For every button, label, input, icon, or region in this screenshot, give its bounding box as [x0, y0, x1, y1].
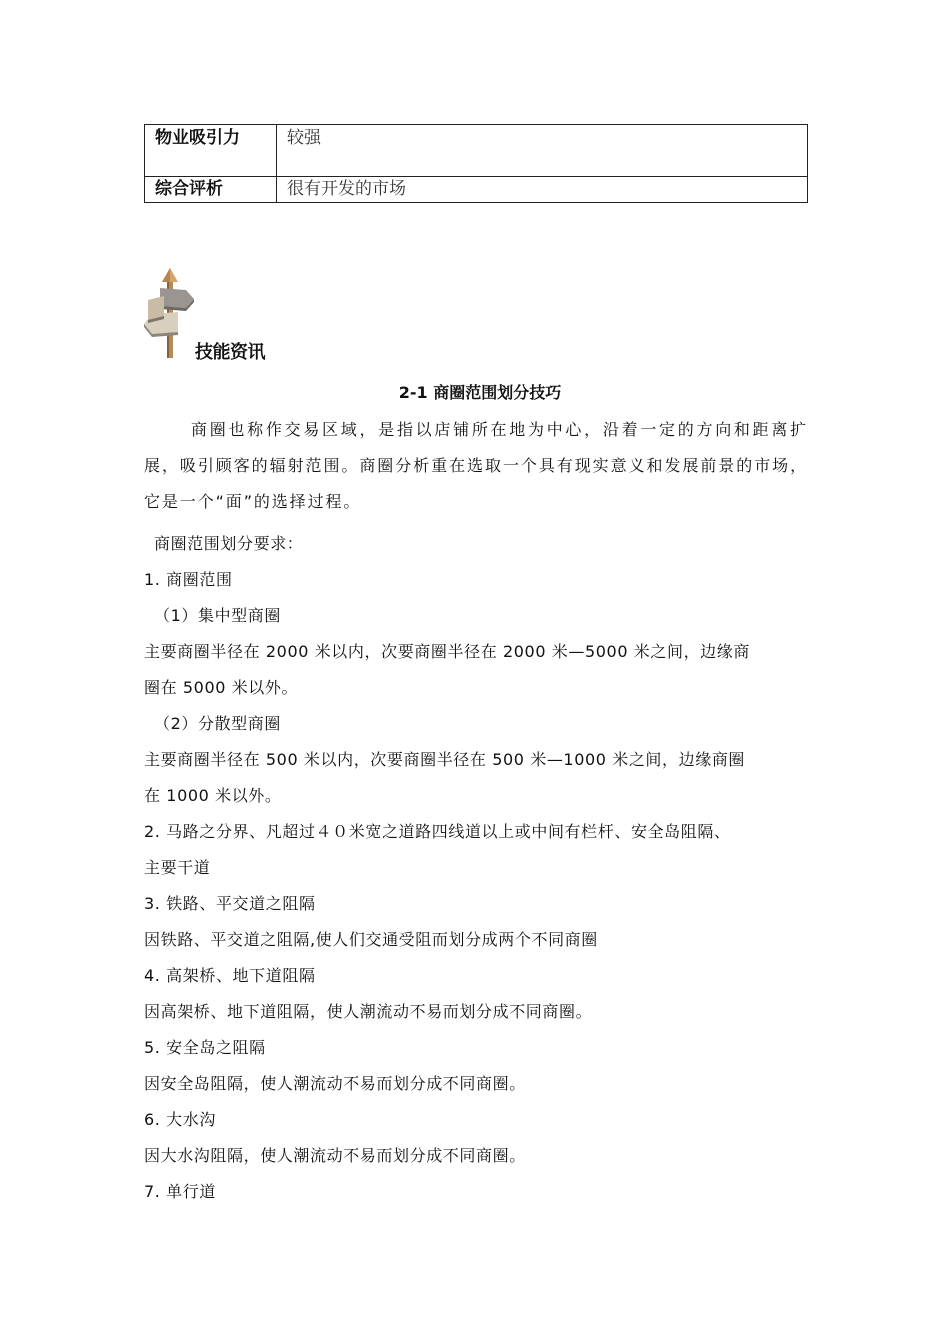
body-line: 因铁路、平交道之阻隔,使人们交通受阻而划分成两个不同商圈: [144, 930, 598, 949]
table-row: [145, 177, 808, 203]
body-line: 因安全岛阻隔，使人潮流动不易而划分成不同商圈。: [144, 1074, 526, 1093]
body-line: 2. 马路之分界、凡超过４０米宽之道路四线道以上或中间有栏杆、安全岛阻隔、: [144, 822, 731, 841]
body-line: 3. 铁路、平交道之阻隔: [144, 894, 316, 913]
body-line: 因大水沟阻隔，使人潮流动不易而划分成不同商圈。: [144, 1146, 526, 1165]
body-line: 在 1000 米以外。: [144, 786, 282, 805]
section-title: 技能资讯: [195, 342, 265, 363]
body-line: 因高架桥、地下道阻隔，使人潮流动不易而划分成不同商圈。: [144, 1002, 593, 1021]
body-line: 5. 安全岛之阻隔: [144, 1038, 266, 1057]
table-row: [145, 125, 808, 177]
evaluation-table: [144, 124, 808, 203]
body-line: 7. 单行道: [144, 1182, 216, 1201]
article-title: 2-1 商圈范围划分技巧: [398, 383, 562, 402]
body-line: 1. 商圈范围: [144, 570, 233, 589]
table-value-cell: 较强: [277, 125, 808, 177]
intro-paragraph: 商圈也称作交易区域，是指以店铺所在地为中心，沿着一定的方向和距离扩展，吸引顾客的辐射范围。商圈分析重在选取一个具有现实意义和发展前景的市场，它是一个“面”的选择过程。: [144, 420, 808, 511]
article-body: [144, 526, 808, 1210]
body-line: （1）集中型商圈: [154, 606, 281, 625]
table-key-cell: 综合评析: [145, 177, 277, 203]
signpost-arrow-icon: [140, 266, 196, 360]
body-line: 主要商圈半径在 2000 米以内，次要商圈半径在 2000 米—5000 米之间，边缘商: [144, 642, 750, 661]
body-line: 6. 大水沟: [144, 1110, 216, 1129]
body-line: （2）分散型商圈: [154, 714, 281, 733]
body-line: 主要干道: [144, 858, 211, 877]
body-line: 圈在 5000 米以外。: [144, 678, 299, 697]
body-line: 商圈范围划分要求：: [154, 534, 304, 553]
body-line: 4. 高架桥、地下道阻隔: [144, 966, 316, 985]
table-value-cell: 很有开发的市场: [277, 177, 808, 203]
body-line: 主要商圈半径在 500 米以内，次要商圈半径在 500 米—1000 米之间，边缘商圈: [144, 750, 746, 769]
table-key-cell: 物业吸引力: [145, 125, 277, 177]
